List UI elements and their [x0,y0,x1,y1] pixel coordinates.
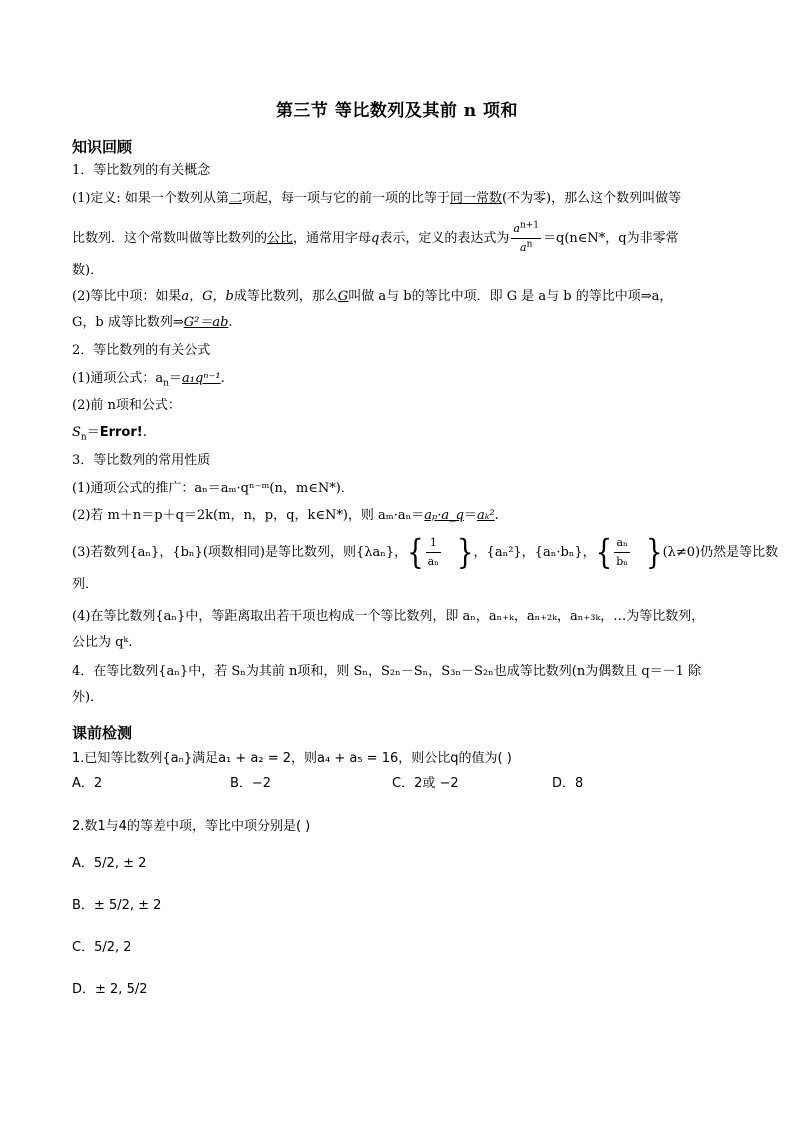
definition-line-3: 数)． [72,263,104,278]
mean-line-1: (2)等比中项：如果a，G，b成等比数列，那么G叫做 a与 b的等比中项．即 G 是 a与 b 的等比中项⇒a， [72,289,673,304]
property-4-line-1: (4)在等比数列{aₙ}中，等距离取出若干项也构成一个等比数列，即 aₙ，aₙ₊ₖ，aₙ₊₂ₖ，aₙ₊₃ₖ，…为等比数列， [72,609,705,624]
section-heading-pretest: 课前检测 [72,724,133,742]
item4-line-2: 外)． [72,690,104,705]
q2-option-d[interactable]: D．± 2, 5/2 [72,982,148,997]
property-2: (2)若 m＋n＝p＋q＝2k(m，n，p，q，k∈N*)，则 aₘ·aₙ＝aₚ·a_q＝aₖ². [72,508,499,523]
q2-option-a[interactable]: A．5/2, ± 2 [72,856,147,871]
underlined-two: 二 [228,191,242,206]
sum-formula: $S_n=Error$!. [72,425,147,443]
q1-option-b[interactable]: B．−2 [230,776,272,791]
q1-option-a[interactable]: A．2 [72,776,103,791]
question-1: 1.已知等比数列{aₙ}满足a₁ + a₂ = 2，则a₄ + a₅ = 16，则公比q的值为( ) [72,751,512,766]
mean-line-2: G，b 成等比数列⇒G²＝ab. [72,315,233,330]
q1-option-d[interactable]: D．8 [552,776,584,791]
reciprocal-fraction: $\frac{1}{\text{aₙ}}$ [427,536,439,568]
question-2: 2.数1与4的等差中项，等比中项分别是( ) [72,819,311,834]
q2-option-b[interactable]: B．± 5/2, ± 2 [72,898,162,913]
definition-line-1: (1)定义: 如果一个数列从第二项起，每一项与它的前一项的比等于同一常数(不为零)，那么这个数列叫做等 [72,191,682,206]
q1-option-c[interactable]: C．2或 −2 [392,776,459,791]
item3-title: 3．等比数列的常用性质 [72,453,211,468]
property-3-cont: 列． [72,577,99,592]
definition-line-2: 比数列．这个常数叫做等比数列的公比，通常用字母q表示，定义的表达式为 $\frac{a^{n+1}}{a^n}$ ＝q(n∈N*，q为非零常 [72,220,679,257]
underlined-same-constant: 同一常数 [449,191,502,206]
ratio-fraction: $\frac{a^{n+1}}{a^n}$ [513,220,540,254]
item1-title: 1．等比数列的有关概念 [72,163,211,178]
general-term-formula: (1)通项公式：$a_n=a_1q^{n-1}$. [72,371,225,389]
section-heading-review: 知识回顾 [72,138,133,156]
page-title: 第三节 等比数列及其前 n 项和 [275,101,519,121]
sum-formula-label: (2)前 n项和公式： [72,398,181,413]
property-3: (3)若数列{aₙ}，{bₙ}(项数相同)是等比数列，则{λaₙ}，{ $\frac{1}{\text{aₙ}}$ }，{aₙ²}，{aₙ·bₙ}，{ $\frac{\text{aₙ}}{\text{bₙ}}$ }(λ≠0)仍然是等比数 [72,533,779,572]
q2-option-c[interactable]: C．5/2, 2 [72,940,132,955]
error-text: Error! [99,425,143,440]
item2-title: 2．等比数列的有关公式 [72,343,211,358]
property-1: (1)通项公式的推广：aₙ＝aₘ·qⁿ⁻ᵐ(n，m∈N*)． [72,481,354,496]
item4-line-1: 4．在等比数列{aₙ}中，若 Sₙ为其前 n项和，则 Sₙ，S₂ₙ－Sₙ，S₃ₙ－S₂ₙ也成等比数列(n为偶数且 q＝－1 除 [72,664,702,679]
property-4-line-2: 公比为 qᵏ. [72,635,133,650]
quotient-fraction: $\frac{\text{aₙ}}{\text{bₙ}}$ [616,536,629,568]
underlined-common-ratio: 公比 [267,231,294,246]
